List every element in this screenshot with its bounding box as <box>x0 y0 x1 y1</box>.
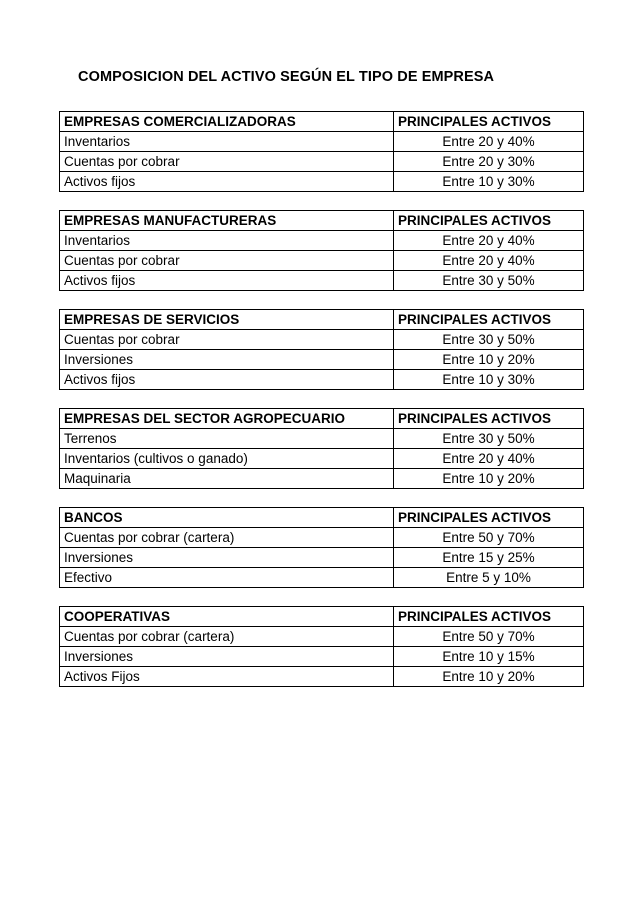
asset-name: Activos fijos <box>60 172 394 192</box>
principal-assets-header: PRINCIPALES ACTIVOS <box>394 508 584 528</box>
asset-range: Entre 20 y 40% <box>394 449 584 469</box>
table-row <box>60 271 584 291</box>
company-type-header: EMPRESAS MANUFACTURERAS <box>60 211 394 231</box>
table-row <box>60 647 584 667</box>
tables-container <box>59 111 583 705</box>
company-type-header: BANCOS <box>60 508 394 528</box>
asset-range: Entre 20 y 30% <box>394 152 584 172</box>
table-comercializadoras <box>59 111 584 192</box>
asset-range: Entre 30 y 50% <box>394 271 584 291</box>
table-cooperativas <box>59 606 584 687</box>
table-row <box>60 449 584 469</box>
asset-range: Entre 10 y 20% <box>394 350 584 370</box>
asset-name: Terrenos <box>60 429 394 449</box>
table-manufactureras <box>59 210 584 291</box>
company-type-header: COOPERATIVAS <box>60 607 394 627</box>
asset-range: Entre 30 y 50% <box>394 330 584 350</box>
table-row <box>60 152 584 172</box>
table-header-row <box>60 211 584 231</box>
asset-name: Inventarios <box>60 231 394 251</box>
asset-name: Inventarios (cultivos o ganado) <box>60 449 394 469</box>
asset-name: Cuentas por cobrar (cartera) <box>60 528 394 548</box>
asset-range: Entre 10 y 30% <box>394 172 584 192</box>
asset-range: Entre 20 y 40% <box>394 132 584 152</box>
principal-assets-header: PRINCIPALES ACTIVOS <box>394 409 584 429</box>
table-row <box>60 627 584 647</box>
asset-range: Entre 50 y 70% <box>394 627 584 647</box>
table-row <box>60 330 584 350</box>
table-header-row <box>60 508 584 528</box>
principal-assets-header: PRINCIPALES ACTIVOS <box>394 112 584 132</box>
table-row <box>60 370 584 390</box>
asset-range: Entre 20 y 40% <box>394 231 584 251</box>
table-header-row <box>60 112 584 132</box>
asset-range: Entre 50 y 70% <box>394 528 584 548</box>
principal-assets-header: PRINCIPALES ACTIVOS <box>394 310 584 330</box>
asset-name: Inventarios <box>60 132 394 152</box>
asset-name: Inversiones <box>60 350 394 370</box>
table-row <box>60 132 584 152</box>
principal-assets-header: PRINCIPALES ACTIVOS <box>394 211 584 231</box>
table-row <box>60 667 584 687</box>
asset-name: Cuentas por cobrar <box>60 330 394 350</box>
table-row <box>60 231 584 251</box>
table-header-row <box>60 607 584 627</box>
asset-name: Inversiones <box>60 647 394 667</box>
asset-name: Efectivo <box>60 568 394 588</box>
table-row <box>60 429 584 449</box>
company-type-header: EMPRESAS DEL SECTOR AGROPECUARIO <box>60 409 394 429</box>
asset-range: Entre 10 y 30% <box>394 370 584 390</box>
asset-name: Activos fijos <box>60 271 394 291</box>
asset-name: Inversiones <box>60 548 394 568</box>
table-agropecuario <box>59 408 584 489</box>
table-row <box>60 469 584 489</box>
principal-assets-header: PRINCIPALES ACTIVOS <box>394 607 584 627</box>
asset-range: Entre 10 y 15% <box>394 647 584 667</box>
table-header-row <box>60 310 584 330</box>
asset-name: Cuentas por cobrar <box>60 152 394 172</box>
asset-range: Entre 5 y 10% <box>394 568 584 588</box>
page-title: COMPOSICION DEL ACTIVO SEGÚN EL TIPO DE EMPRESA <box>78 69 495 85</box>
table-row <box>60 350 584 370</box>
asset-name: Cuentas por cobrar (cartera) <box>60 627 394 647</box>
table-header-row <box>60 409 584 429</box>
company-type-header: EMPRESAS DE SERVICIOS <box>60 310 394 330</box>
asset-name: Maquinaria <box>60 469 394 489</box>
table-row <box>60 172 584 192</box>
company-type-header: EMPRESAS COMERCIALIZADORAS <box>60 112 394 132</box>
table-row <box>60 568 584 588</box>
asset-name: Activos fijos <box>60 370 394 390</box>
asset-range: Entre 10 y 20% <box>394 667 584 687</box>
asset-range: Entre 30 y 50% <box>394 429 584 449</box>
asset-range: Entre 20 y 40% <box>394 251 584 271</box>
asset-range: Entre 10 y 20% <box>394 469 584 489</box>
asset-range: Entre 15 y 25% <box>394 548 584 568</box>
asset-name: Cuentas por cobrar <box>60 251 394 271</box>
table-row <box>60 251 584 271</box>
table-row <box>60 548 584 568</box>
asset-name: Activos Fijos <box>60 667 394 687</box>
table-servicios <box>59 309 584 390</box>
table-bancos <box>59 507 584 588</box>
table-row <box>60 528 584 548</box>
